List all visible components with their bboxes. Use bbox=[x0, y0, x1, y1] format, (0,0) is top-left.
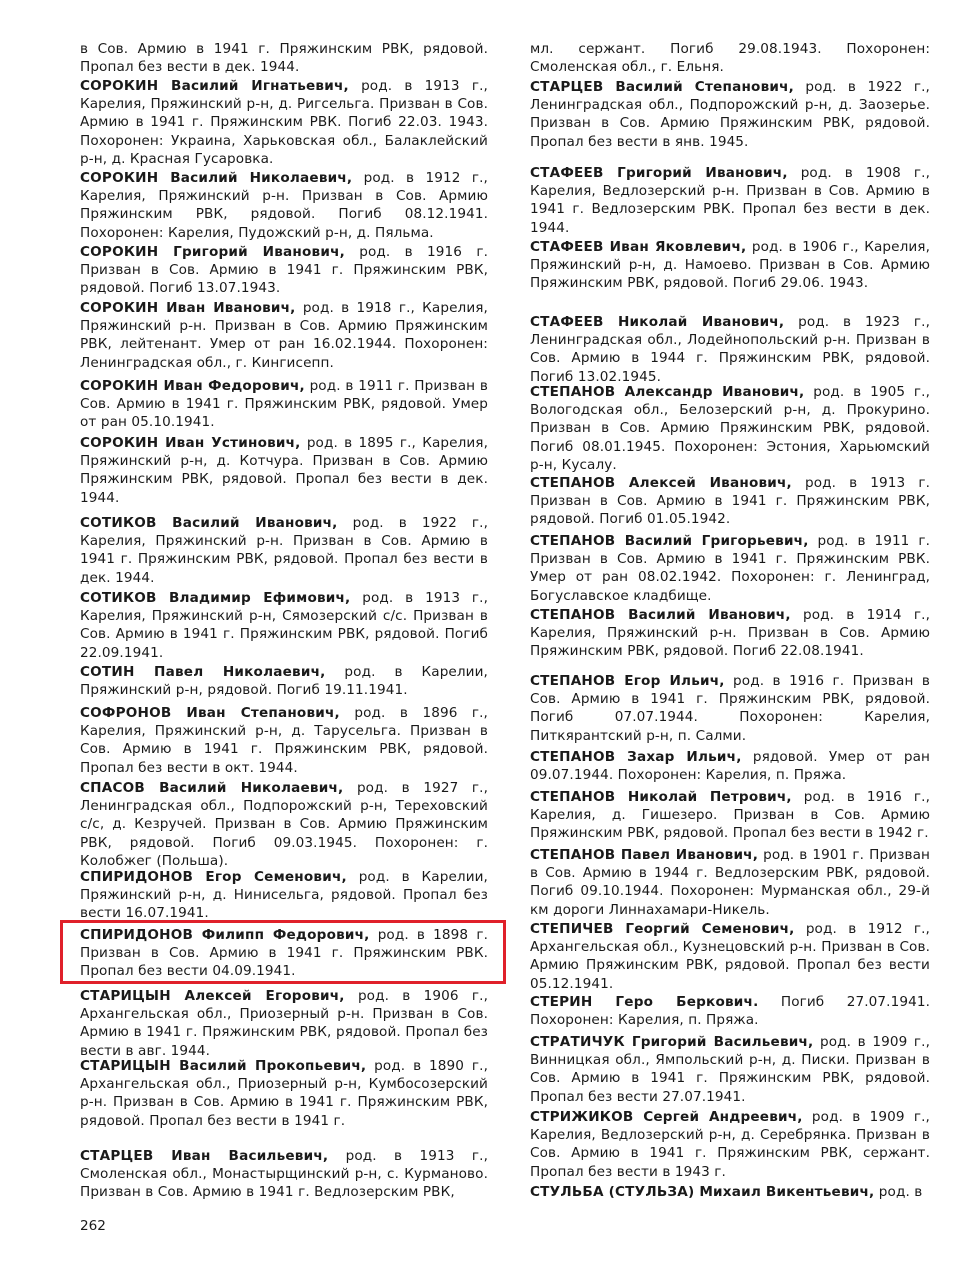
entry: СТАРИЦЫН Алексей Егорович, род. в 1906 г., Архангельская обл., Приозерный р-н. Призван в Сов. Армию в 1941 г. Пряжинским РВК, рядовой. Пропал без вести в авг. 1944. bbox=[80, 988, 488, 1059]
entry: СТУЛЬБА (СТУЛЬЗА) Михаил Викентьевич, род. в bbox=[530, 1184, 923, 1200]
entry: СТЕПИЧЕВ Георгий Семенович, род. в 1912 г., Архангельская обл., Кузнецовский р-н. Призван в Сов. Армию Пряжинским РВК, рядовой. Пропал без вести 05.12.1941. bbox=[530, 921, 930, 992]
left-column bbox=[80, 40, 488, 1240]
entry: СОТИКОВ Владимир Ефимович, род. в 1913 г., Карелия, Пряжинский р-н, Сямозерский с/с. Призван в Сов. Армию в 1941 г. Пряжинским РВК, рядовой. Погиб 22.09.1941. bbox=[80, 590, 488, 661]
right-column bbox=[530, 40, 930, 1240]
entry: СОРОКИН Василий Николаевич, род. в 1912 г., Карелия, Пряжинский р-н. Призван в Сов. Армию Пряжинским РВК, рядовой. Погиб 08.12.1941. Похоронен: Карелия, Пудожский р-н, д. Пяльма. bbox=[80, 170, 488, 241]
entry: СТЕПАНОВ Захар Ильич, рядовой. Умер от ран 09.07.1944. Похоронен: Карелия, п. Пряжа. bbox=[530, 749, 930, 784]
entry: СПИРИДОНОВ Егор Семенович, род. в Карелии, Пряжинский р-н, д. Нинисельга, рядовой. Пропал без вести 16.07.1941. bbox=[80, 869, 488, 922]
entry: СПАСОВ Василий Николаевич, род. в 1927 г., Ленинградская обл., Подпорожский р-н, Тереховский с/с, д. Кезручей. Призван в Сов. Армию Пряжинским РВК, рядовой. Погиб 09.03.1945. Похоронен: г. Колобжег (Польша). bbox=[80, 780, 488, 869]
entry: СОРОКИН Иван Иванович, род. в 1918 г., Карелия, Пряжинский р-н. Призван в Сов. Армию Пряжинским РВК, лейтенант. Умер от ран 16.02.1944. Похоронен: Ленинградская обл., г. Кингисепп. bbox=[80, 300, 488, 371]
entry: СОФРОНОВ Иван Степанович, род. в 1896 г., Карелия, Пряжинский р-н, д. Тарусельга. Призван в Сов. Армию в 1941 г. Пряжинским РВК, рядовой. Пропал без вести в окт. 1944. bbox=[80, 705, 488, 776]
entry: СОРОКИН Иван Федорович, род. в 1911 г. Призван в Сов. Армию в 1941 г. Пряжинским РВК, рядовой. Умер от ран 05.10.1941. bbox=[80, 378, 488, 431]
entry: СТРАТИЧУК Григорий Васильевич, род. в 1909 г., Винницкая обл., Ямпольский р-н, д. Писки. Призван в Сов. Армию в 1941 г. Пряжинским РВК, рядовой. Пропал без вести 27.07.1941. bbox=[530, 1034, 930, 1105]
entry: СОРОКИН Иван Устинович, род. в 1895 г., Карелия, Пряжинский р-н, д. Котчура. Призван в Сов. Армию Пряжинским РВК, рядовой. Пропал без вести в дек. 1944. bbox=[80, 435, 488, 506]
entry: СОРОКИН Василий Игнатьевич, род. в 1913 г., Карелия, Пряжинский р-н, д. Ригсельга. Призван в Сов. Армию в 1941 г. Пряжинским РВК. Погиб 22.03. 1943. Похоронен: Украина, Харьковская обл., Балаклейский р-н, д. Красная Гусаровка. bbox=[80, 78, 488, 167]
entry: СТАФЕЕВ Николай Иванович, род. в 1923 г., Ленинградская обл., Лодейнопольский р-н. Призван в Сов. Армию в 1944 г. Пряжинским РВК, рядовой. Погиб 13.02.1945. bbox=[530, 314, 930, 385]
entry: СПИРИДОНОВ Филипп Федорович, род. в 1898 г. Призван в Сов. Армию в 1941 г. Пряжинским РВК. Пропал без вести 04.09.1941. bbox=[80, 927, 488, 980]
entry: СТАФЕЕВ Иван Яковлевич, род. в 1906 г., Карелия, Пряжинский р-н, д. Намоево. Призван в Сов. Армию Пряжинским РВК, рядовой. Погиб 29.06. 1943. bbox=[530, 239, 930, 292]
entry: СТАРЦЕВ Иван Васильевич, род. в 1913 г., Смоленская обл., Монастырщинский р-н, с. Курманово. Призван в Сов. Армию в 1941 г. Ведлозерским РВК, bbox=[80, 1148, 488, 1201]
entry: СТЕПАНОВ Павел Иванович, род. в 1901 г. Призван в Сов. Армию в 1944 г. Ведлозерским РВК, рядовой. Погиб 09.10.1944. Похоронен: Мурманская обл., 29-й км дороги Линнахамари-Никель. bbox=[530, 847, 930, 918]
entry: СОТИН Павел Николаевич, род. в Карелии, Пряжинский р-н, рядовой. Погиб 19.11.1941. bbox=[80, 664, 488, 699]
entry: в Сов. Армию в 1941 г. Пряжинским РВК, рядовой. Пропал без вести в дек. 1944. bbox=[80, 41, 488, 76]
page-number: 262 bbox=[80, 1218, 106, 1234]
entry: СОТИКОВ Василий Иванович, род. в 1922 г., Карелия, Пряжинский р-н. Призван в Сов. Армию в 1941 г. Пряжинским РВК, рядовой. Пропал без вести в дек. 1944. bbox=[80, 515, 488, 586]
entry: СТЕПАНОВ Егор Ильич, род. в 1916 г. Призван в Сов. Армию в 1941 г. Пряжинским РВК, рядовой. Погиб 07.07.1944. Похоронен: Карелия, Питкярантский р-н, п. Салми. bbox=[530, 673, 930, 744]
entry: СТЕРИН Геро Беркович. Погиб 27.07.1941. Похоронен: Карелия, п. Пряжа. bbox=[530, 994, 930, 1029]
entry: СТЕПАНОВ Александр Иванович, род. в 1905 г., Вологодская обл., Белозерский р-н, д. Прокурино. Призван в Сов. Армию Пряжинским РВК, рядовой. Погиб 08.01.1945. Похоронен: Эстония, Харьюмский р-н, Кусалу. bbox=[530, 384, 930, 473]
entry: СТАФЕЕВ Григорий Иванович, род. в 1908 г., Карелия, Ведлозерский р-н. Призван в Сов. Армию в 1941 г. Ведлозерским РВК. Пропал без вести в дек. 1944. bbox=[530, 165, 930, 236]
entry: СТАРИЦЫН Василий Прокопьевич, род. в 1890 г., Архангельская обл., Приозерный р-н, Кумбосозерский р-н. Призван в Сов. Армию в 1941 г. Пряжинским РВК, рядовой. Пропал без вести в 1941 г. bbox=[80, 1058, 488, 1129]
entry: СТРИЖИКОВ Сергей Андреевич, род. в 1909 г., Карелия, Ведлозерский р-н, д. Серебрянка. Призван в Сов. Армию в 1941 г. Пряжинским РВК, сержант. Пропал без вести в 1943 г. bbox=[530, 1109, 930, 1180]
entry: СТЕПАНОВ Василий Григорьевич, род. в 1911 г. Призван в Сов. Армию в 1941 г. Пряжинским РВК. Умер от ран 08.02.1942. Похоронен: г. Ленинград, Богуславское кладбище. bbox=[530, 533, 930, 604]
entry: СОРОКИН Григорий Иванович, род. в 1916 г. Призван в Сов. Армию в 1941 г. Пряжинским РВК, рядовой. Погиб 13.07.1943. bbox=[80, 244, 488, 297]
entry: СТЕПАНОВ Василий Иванович, род. в 1914 г., Карелия, Пряжинский р-н. Призван в Сов. Армию Пряжинским РВК, рядовой. Погиб 22.08.1941. bbox=[530, 607, 930, 660]
highlight-box bbox=[60, 920, 506, 984]
entry: СТЕПАНОВ Алексей Иванович, род. в 1913 г. Призван в Сов. Армию в 1941 г. Пряжинским РВК, рядовой. Погиб 01.05.1942. bbox=[530, 475, 930, 528]
entry: мл. сержант. Погиб 29.08.1943. Похоронен: Смоленская обл., г. Ельня. bbox=[530, 41, 930, 76]
entry: СТЕПАНОВ Николай Петрович, род. в 1916 г., Карелия, д. Гишезеро. Призван в Сов. Армию Пряжинским РВК, рядовой. Пропал без вести в 1942 г. bbox=[530, 789, 930, 842]
entry: СТАРЦЕВ Василий Степанович, род. в 1922 г., Ленинградская обл., Подпорожский р-н, д. Заозерье. Призван в Сов. Армию Пряжинским РВК, рядовой. Пропал без вести в янв. 1945. bbox=[530, 79, 930, 150]
